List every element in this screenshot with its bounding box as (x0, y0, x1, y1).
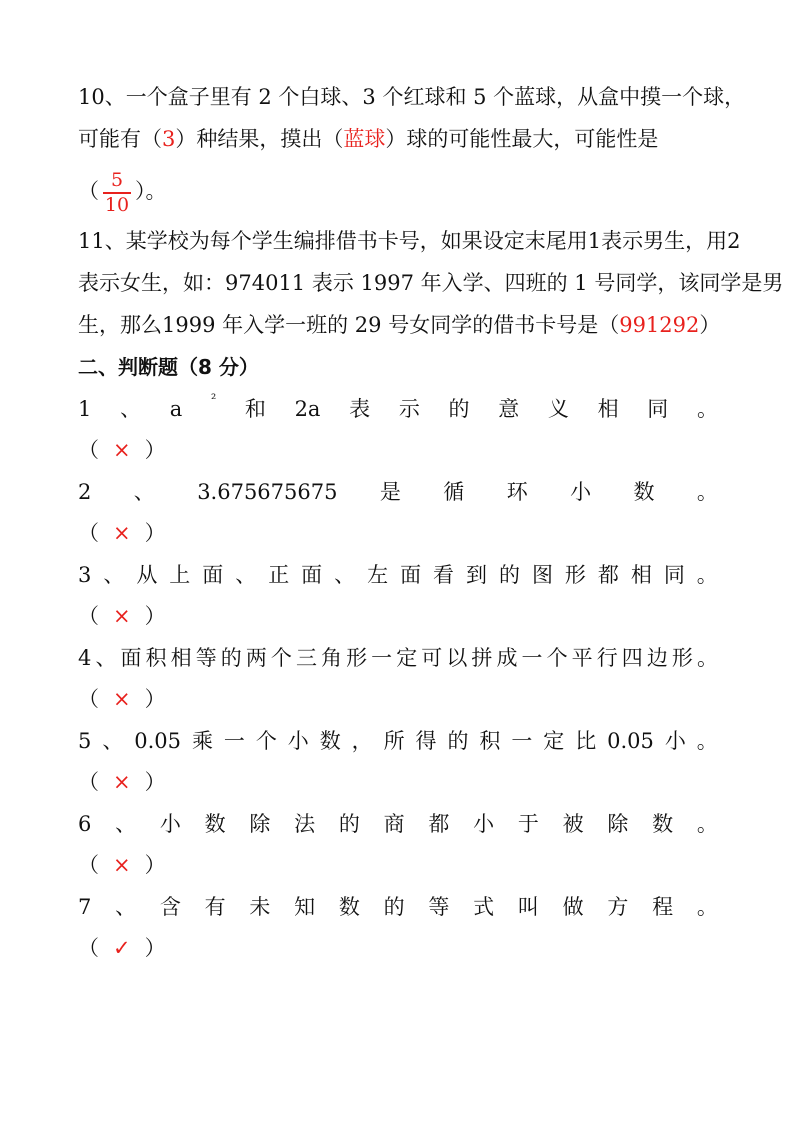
judge-word: 法 (294, 812, 316, 836)
judge-word: 等 (195, 646, 217, 670)
judge-word: 行 (596, 646, 618, 670)
judge-word: 两 (245, 646, 267, 670)
judge-word: 都 (428, 812, 450, 836)
q11-line-3 (78, 310, 721, 340)
judge-number: 2 (78, 480, 92, 504)
judge-word: 有 (204, 895, 226, 919)
judge-separator: 、 (102, 729, 124, 753)
judge-word: 相 (170, 646, 192, 670)
judge-word: 未 (249, 895, 271, 919)
judge-word: ， (351, 729, 373, 753)
judge-separator: 、 (120, 397, 142, 421)
judge-word: 个 (270, 646, 292, 670)
answer-paren-open: （ (78, 770, 99, 794)
judge-statement-5 (78, 726, 718, 756)
judge-word: 的 (448, 397, 470, 421)
judge-statement-6 (78, 809, 718, 839)
cross-mark: × (113, 853, 131, 877)
judge-word: 数 (338, 895, 360, 919)
answer-paren-open: （ (78, 438, 99, 462)
judge-word: 式 (473, 895, 495, 919)
judge-answer-6 (78, 850, 718, 880)
judge-word: 形 (564, 563, 586, 587)
judge-word: 知 (294, 895, 316, 919)
answer-paren-close: ） (144, 521, 166, 545)
judge-word: 。 (696, 812, 718, 836)
judge-number: 3 (78, 563, 92, 587)
judge-word: 数 (652, 812, 674, 836)
judge-word: 数 (633, 480, 655, 504)
judge-word: 一 (521, 646, 543, 670)
judge-number: 5 (78, 729, 92, 753)
q10-answer-color: 蓝球 (343, 127, 386, 151)
judge-word: 拼 (471, 646, 493, 670)
cross-mark: × (113, 521, 131, 545)
q11-text-a: 生，那么1999 年入学一班的 29 号女同学的借书卡号是（ (78, 313, 620, 337)
q10-text-a: 可能有（ (78, 127, 162, 151)
judge-word: 小 (664, 729, 686, 753)
q11-line-2: 表示女生，如：974011 表示 1997 年入学、四班的 1 号同学，该同学是男 (78, 271, 784, 295)
cross-mark: × (113, 438, 131, 462)
judge-word: 面 (120, 646, 142, 670)
judge-word: 。 (696, 563, 718, 587)
judge-word: 叫 (517, 895, 539, 919)
judge-answer-3 (78, 601, 718, 631)
judge-word: 同 (647, 397, 669, 421)
judge-word: 上 (169, 563, 191, 587)
q11-text-b: ） (699, 313, 721, 337)
judge-number: 1 (78, 397, 92, 421)
judge-word: ² (210, 392, 217, 407)
judge-word: 面 (301, 563, 323, 587)
judge-word: 0.05 (607, 729, 654, 753)
judge-word: 做 (562, 895, 584, 919)
cross-mark: × (113, 604, 131, 628)
answer-paren-open: （ (78, 936, 99, 960)
judge-word: 积 (479, 729, 501, 753)
judge-separator: 、 (133, 480, 155, 504)
judge-word: 得 (415, 729, 437, 753)
judge-word: 的 (447, 729, 469, 753)
judge-word: 所 (383, 729, 405, 753)
judge-answer-5 (78, 767, 718, 797)
judge-statement-1 (78, 394, 718, 424)
judge-word: 一 (511, 729, 533, 753)
judge-number: 4 (78, 646, 92, 670)
judge-word: 0.05 (134, 729, 182, 753)
answer-paren-open: （ (78, 604, 99, 628)
judge-statement-4 (78, 643, 718, 673)
judge-word: 小 (287, 729, 309, 753)
judge-number: 6 (78, 812, 92, 836)
q10-line-2 (78, 124, 718, 154)
judge-word: 。 (696, 895, 718, 919)
judge-word: 3.675675675 (197, 480, 338, 504)
judge-word: 是 (379, 480, 401, 504)
judge-word: 2a (294, 397, 321, 421)
judge-statement-3 (78, 560, 718, 590)
answer-paren-open: （ (78, 521, 99, 545)
judge-word: 看 (433, 563, 455, 587)
answer-paren-close: ） (144, 687, 166, 711)
judge-word: 个 (255, 729, 277, 753)
judge-word: 除 (249, 812, 271, 836)
judge-answer-2 (78, 518, 718, 548)
judge-word: 小 (473, 812, 495, 836)
judge-word: 的 (338, 812, 360, 836)
judge-word: 形 (671, 646, 693, 670)
judge-word: 面 (202, 563, 224, 587)
judge-word: a (169, 397, 183, 421)
judge-word: 个 (546, 646, 568, 670)
judge-word: 的 (383, 895, 405, 919)
check-mark: ✓ (113, 936, 131, 960)
judge-word: 含 (159, 895, 181, 919)
judge-word: 、 (235, 563, 257, 587)
judge-word: 的 (220, 646, 242, 670)
judge-word: 等 (428, 895, 450, 919)
judge-word: 小 (159, 812, 181, 836)
answer-paren-close: ） (144, 853, 166, 877)
judge-word: 数 (319, 729, 341, 753)
q11-line-1: 11、某学校为每个学生编排借书卡号，如果设定末尾用1表示男生，用2 (78, 229, 741, 253)
judge-word: 相 (597, 397, 619, 421)
judge-word: 意 (498, 397, 520, 421)
judge-word: 同 (663, 563, 685, 587)
q11-answer: 991292 (619, 313, 700, 337)
judge-word: 可 (421, 646, 443, 670)
q10-text-b: ）种结果，摸出（ (175, 127, 344, 151)
judge-word: 小 (570, 480, 592, 504)
judge-word: 数 (204, 812, 226, 836)
judge-word: 。 (696, 480, 718, 504)
cross-mark: × (113, 770, 131, 794)
judge-word: 三 (295, 646, 317, 670)
judge-word: 方 (607, 895, 629, 919)
fraction-numerator: 5 (110, 168, 124, 191)
q10-line-1: 10、一个盒子里有 2 个白球、3 个红球和 5 个蓝球，从盒中摸一个球， (78, 85, 746, 109)
judge-word: 定 (543, 729, 565, 753)
judge-word: 义 (547, 397, 569, 421)
judge-statement-2 (78, 477, 718, 507)
judge-word: 、 (334, 563, 356, 587)
judge-word: 循 (443, 480, 465, 504)
judge-word: 到 (466, 563, 487, 587)
judge-statement-7 (78, 892, 718, 922)
fraction-denominator: 10 (104, 193, 130, 216)
judge-word: 程 (652, 895, 674, 919)
judge-separator: 、 (115, 895, 137, 919)
judge-word: 积 (145, 646, 167, 670)
judge-word: 和 (244, 397, 266, 421)
judge-word: 从 (136, 563, 158, 587)
q10-fraction (103, 170, 131, 216)
judge-word: 正 (268, 563, 290, 587)
judge-word: 除 (607, 812, 629, 836)
judge-word: 以 (446, 646, 468, 670)
judge-answer-1 (78, 435, 718, 465)
answer-paren-open: （ (78, 853, 99, 877)
judge-word: 。 (696, 397, 718, 421)
judge-word: 角 (321, 646, 342, 670)
judge-separator: 、 (103, 563, 125, 587)
answer-paren-close: ） (144, 936, 166, 960)
q10-text-c: ）球的可能性最大，可能性是 (385, 127, 659, 151)
judge-word: 相 (630, 563, 652, 587)
judge-word: 示 (398, 397, 420, 421)
answer-paren-close: ） (144, 438, 166, 462)
judge-word: 成 (496, 646, 518, 670)
section-heading: 二、判断题（8 分） (78, 355, 259, 379)
q10-frac-close: ）。 (135, 179, 167, 203)
judge-word: 环 (506, 480, 528, 504)
q10-answer-count: 3 (162, 127, 176, 151)
judge-word: 图 (531, 563, 553, 587)
judge-word: 边 (646, 646, 668, 670)
judge-separator: 、 (115, 812, 137, 836)
judge-word: 表 (349, 397, 371, 421)
judge-word: 都 (597, 563, 619, 587)
judge-word: 乘 (191, 729, 213, 753)
judge-word: 平 (571, 646, 593, 670)
judge-word: 。 (696, 729, 718, 753)
judge-word: 四 (621, 646, 643, 670)
answer-paren-close: ） (144, 604, 166, 628)
judge-number: 7 (78, 895, 92, 919)
judge-word: 于 (517, 812, 539, 836)
judge-word: 形 (346, 646, 368, 670)
judge-word: 定 (396, 646, 418, 670)
answer-paren-open: （ (78, 687, 99, 711)
judge-word: 一 (371, 646, 393, 670)
judge-answer-4 (78, 684, 718, 714)
answer-paren-close: ） (144, 770, 166, 794)
judge-word: 被 (562, 812, 584, 836)
judge-separator: 、 (95, 646, 117, 670)
q10-frac-open: （ (78, 179, 99, 203)
judge-answer-7 (78, 933, 718, 963)
judge-word: 商 (383, 812, 405, 836)
judge-word: 。 (696, 646, 718, 670)
judge-word: 一 (223, 729, 245, 753)
judge-word: 面 (400, 563, 422, 587)
cross-mark: × (113, 687, 131, 711)
q10-line-3 (78, 168, 718, 216)
judge-word: 比 (575, 729, 597, 753)
judge-word: 左 (367, 563, 389, 587)
judge-word: 的 (498, 563, 520, 587)
